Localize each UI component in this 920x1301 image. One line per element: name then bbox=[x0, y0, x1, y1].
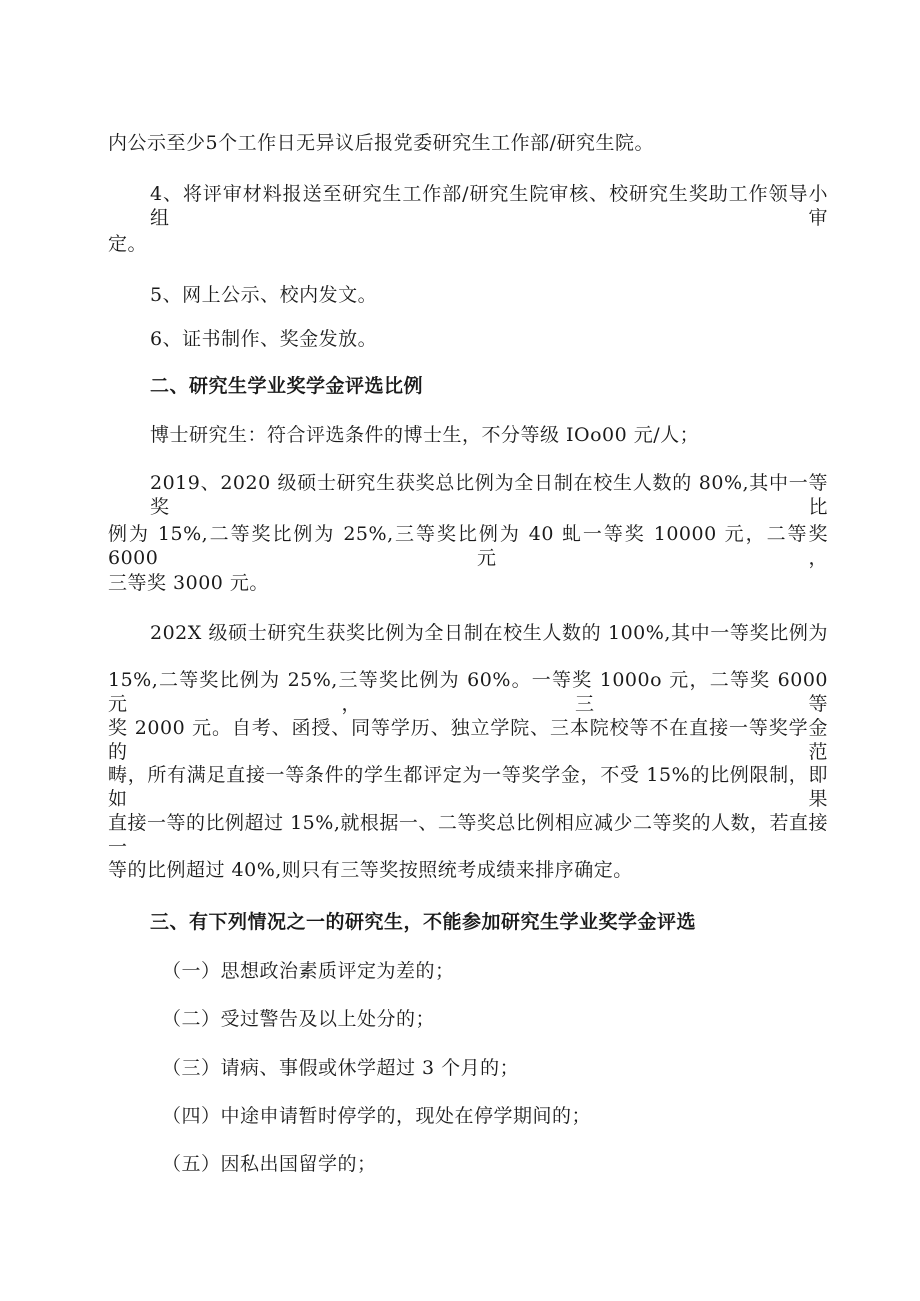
text-line: 15%,二等奖比例为 25%,三等奖比例为 60%。一等奖 1000o 元，二等奖 6000 元，三等 bbox=[108, 669, 828, 715]
text-line: 5、网上公示、校内发文。 bbox=[150, 284, 378, 306]
text-line: 6、证书制作、奖金发放。 bbox=[150, 328, 378, 350]
text-line: 内公示至少5个工作日无异议后报党委研究生工作部/研究生院。 bbox=[108, 132, 654, 154]
list-item: （二）受过警告及以上处分的； bbox=[162, 1008, 436, 1030]
text-line: 直接一等的比例超过 15%,就根据一、二等奖总比例相应减少二等奖的人数，若直接一 bbox=[108, 812, 828, 858]
list-item: （五）因私出国留学的； bbox=[162, 1153, 377, 1175]
text-line: 202X 级硕士研究生获奖比例为全日制在校生人数的 100%,其中一等奖比例为 bbox=[150, 622, 828, 644]
text-line: 三等奖 3000 元。 bbox=[108, 572, 269, 594]
text-line: 2019、2020 级硕士研究生获奖总比例为全日制在校生人数的 80%,其中一等奖比 bbox=[150, 472, 828, 518]
text-line: 畴，所有满足直接一等条件的学生都评定为一等奖学金，不受 15%的比例限制，即如果 bbox=[108, 764, 828, 810]
text-line: 例为 15%,二等奖比例为 25%,三等奖比例为 40 虬一等奖 10000 元，二等奖 6000 元， bbox=[108, 523, 828, 569]
list-item: （四）中途申请暂时停学的，现处在停学期间的； bbox=[162, 1105, 592, 1127]
text-line: 奖 2000 元。自考、函授、同等学历、独立学院、三本院校等不在直接一等奖学金的范 bbox=[108, 717, 828, 763]
text-line: 4、将评审材料报送至研究生工作部/研究生院审核、校研究生奖助工作领导小组审 bbox=[150, 183, 828, 229]
text-line: 博士研究生：符合评选条件的博士生，不分等级 IOo00 元/人； bbox=[150, 424, 700, 446]
list-item: （一）思想政治素质评定为差的； bbox=[162, 960, 455, 982]
text-line: 等的比例超过 40%,则只有三等奖按照统考成绩来排序确定。 bbox=[108, 859, 633, 881]
list-item: （三）请病、事假或休学超过 3 个月的； bbox=[162, 1057, 520, 1079]
text-line: 定。 bbox=[108, 233, 148, 255]
section-heading: 二、研究生学业奖学金评选比例 bbox=[150, 375, 424, 397]
section-heading: 三、有下列情况之一的研究生，不能参加研究生学业奖学金评选 bbox=[150, 911, 697, 933]
